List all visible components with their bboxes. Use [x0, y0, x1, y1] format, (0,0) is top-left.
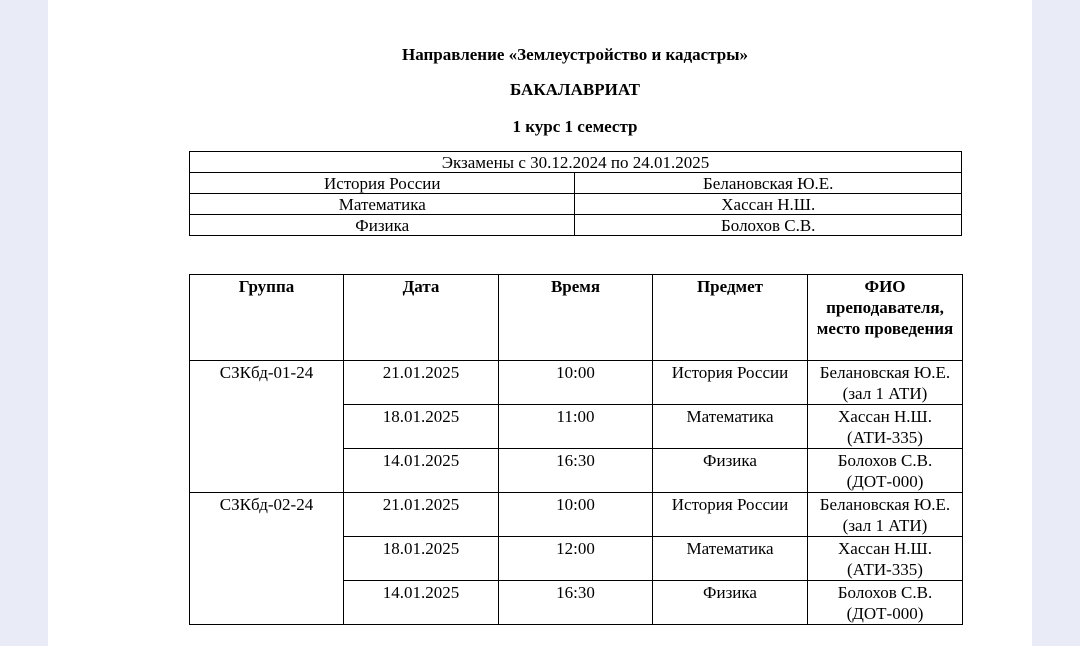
table-header-row: [190, 275, 963, 361]
teacher-cell: Болохов С.В. (ДОТ-000): [808, 449, 963, 493]
exam-period-cell: Экзамены с 30.12.2024 по 24.01.2025: [190, 152, 962, 173]
time-cell: 16:30: [499, 449, 653, 493]
date-cell: 21.01.2025: [344, 493, 499, 537]
subject-cell: Математика: [653, 537, 808, 581]
group-cell: СЗКбд-01-24: [190, 361, 344, 493]
column-header-time: Время: [499, 275, 653, 361]
column-header-subject: Предмет: [653, 275, 808, 361]
document-page: [48, 0, 1032, 646]
table-row: [190, 215, 962, 236]
exam-summary-table: [189, 151, 962, 236]
time-cell: 12:00: [499, 537, 653, 581]
table-row: [190, 173, 962, 194]
date-cell: 21.01.2025: [344, 361, 499, 405]
column-header-date: Дата: [344, 275, 499, 361]
date-cell: 14.01.2025: [344, 581, 499, 625]
table-row: [190, 493, 963, 537]
column-header-group: Группа: [190, 275, 344, 361]
subject-cell: Математика: [190, 194, 575, 215]
column-header-teacher: ФИО преподавателя, место проведения: [808, 275, 963, 361]
subject-cell: История России: [190, 173, 575, 194]
table-row: [190, 152, 962, 173]
subject-cell: Физика: [190, 215, 575, 236]
subject-cell: Физика: [653, 449, 808, 493]
teacher-cell: Белановская Ю.Е. (зал 1 АТИ): [808, 361, 963, 405]
course-title: 1 курс 1 семестр: [512, 117, 638, 136]
teacher-cell: Хассан Н.Ш.: [575, 194, 962, 215]
level-title: БАКАЛАВРИАТ: [510, 80, 640, 99]
exam-schedule-table: [189, 274, 963, 625]
direction-title: Направление «Землеустройство и кадастры»: [402, 45, 748, 64]
time-cell: 10:00: [499, 361, 653, 405]
table-row: [190, 194, 962, 215]
subject-cell: История России: [653, 493, 808, 537]
time-cell: 10:00: [499, 493, 653, 537]
date-cell: 14.01.2025: [344, 449, 499, 493]
subject-cell: История России: [653, 361, 808, 405]
teacher-cell: Болохов С.В.: [575, 215, 962, 236]
teacher-cell: Болохов С.В. (ДОТ-000): [808, 581, 963, 625]
time-cell: 11:00: [499, 405, 653, 449]
date-cell: 18.01.2025: [344, 405, 499, 449]
teacher-cell: Хассан Н.Ш. (АТИ-335): [808, 405, 963, 449]
teacher-cell: Белановская Ю.Е. (зал 1 АТИ): [808, 493, 963, 537]
table-row: [190, 361, 963, 405]
date-cell: 18.01.2025: [344, 537, 499, 581]
group-cell: СЗКбд-02-24: [190, 493, 344, 625]
teacher-cell: Хассан Н.Ш. (АТИ-335): [808, 537, 963, 581]
subject-cell: Математика: [653, 405, 808, 449]
time-cell: 16:30: [499, 581, 653, 625]
subject-cell: Физика: [653, 581, 808, 625]
teacher-cell: Белановская Ю.Е.: [575, 173, 962, 194]
